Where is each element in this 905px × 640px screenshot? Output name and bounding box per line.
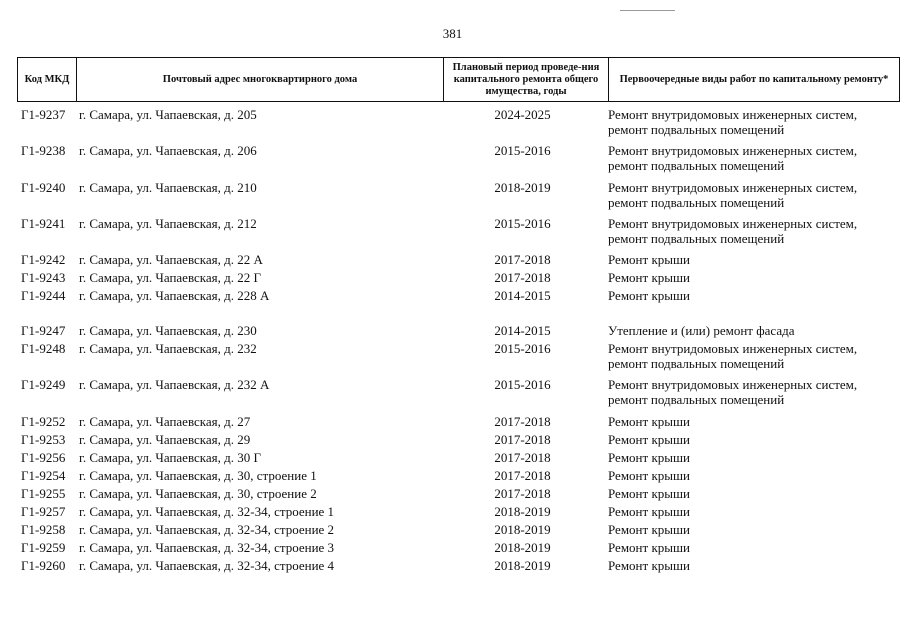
cell-works	[608, 486, 690, 501]
cell-works	[608, 504, 690, 519]
works-line: Ремонт крыши	[608, 252, 690, 267]
cell-works	[608, 180, 857, 210]
cell-period: 2017-2018	[494, 432, 551, 447]
works-line: ремонт подвальных помещений	[608, 231, 785, 246]
cell-works	[608, 323, 794, 338]
cell-works	[608, 377, 857, 407]
cell-address: г. Самара, ул. Чапаевская, д. 27	[79, 414, 251, 429]
header-code: Код МКД	[18, 58, 77, 102]
works-line: Ремонт крыши	[608, 288, 690, 303]
cell-code: Г1-9249	[21, 377, 66, 392]
cell-period: 2018-2019	[494, 504, 551, 519]
cell-address: г. Самара, ул. Чапаевская, д. 30, строение 2	[79, 486, 317, 501]
cell-address: г. Самара, ул. Чапаевская, д. 22 Г	[79, 270, 262, 285]
cell-period: 2014-2015	[494, 323, 551, 338]
cell-works	[608, 216, 857, 246]
works-line: ремонт подвальных помещений	[608, 122, 785, 137]
works-line: Ремонт крыши	[608, 270, 690, 285]
cell-address: г. Самара, ул. Чапаевская, д. 29	[79, 432, 251, 447]
cell-address: г. Самара, ул. Чапаевская, д. 30, строение 1	[79, 468, 317, 483]
works-line: Ремонт крыши	[608, 468, 690, 483]
cell-works	[608, 414, 690, 429]
header-period: Плановый период проведе-ния капитального ремонта общего имущества, годы	[444, 58, 609, 102]
cell-code: Г1-9237	[21, 107, 66, 122]
cell-period: 2015-2016	[494, 341, 551, 356]
cell-address: г. Самара, ул. Чапаевская, д. 230	[79, 323, 257, 338]
works-line: Утепление и (или) ремонт фасада	[608, 323, 795, 338]
cell-works	[608, 450, 690, 465]
cell-code: Г1-9253	[21, 432, 66, 447]
works-line: Ремонт внутридомовых инженерных систем,	[608, 377, 858, 392]
cell-code: Г1-9259	[21, 540, 66, 555]
cell-works	[608, 270, 690, 285]
cell-works	[608, 288, 690, 303]
page-number: 381	[442, 26, 463, 41]
works-line: Ремонт внутридомовых инженерных систем,	[608, 180, 858, 195]
cell-code: Г1-9242	[21, 252, 66, 267]
works-line: ремонт подвальных помещений	[608, 356, 785, 371]
cell-code: Г1-9258	[21, 522, 66, 537]
cell-code: Г1-9260	[21, 558, 66, 573]
cell-works	[608, 432, 690, 447]
cell-works	[608, 252, 690, 267]
cell-period: 2015-2016	[494, 216, 551, 231]
cell-code: Г1-9241	[21, 216, 66, 231]
works-line: Ремонт крыши	[608, 522, 690, 537]
cell-address: г. Самара, ул. Чапаевская, д. 32-34, строение 3	[79, 540, 335, 555]
cell-works	[608, 522, 690, 537]
cell-works	[608, 143, 857, 173]
cell-code: Г1-9244	[21, 288, 66, 303]
cell-period: 2015-2016	[494, 377, 551, 392]
cell-address: г. Самара, ул. Чапаевская, д. 32-34, строение 4	[79, 558, 335, 573]
scan-artifact-line	[620, 10, 675, 11]
works-line: Ремонт крыши	[608, 450, 690, 465]
works-line: Ремонт внутридомовых инженерных систем,	[608, 341, 858, 356]
cell-period: 2018-2019	[494, 180, 551, 195]
cell-period: 2017-2018	[494, 486, 551, 501]
cell-address: г. Самара, ул. Чапаевская, д. 232	[79, 341, 257, 356]
works-line: Ремонт крыши	[608, 414, 690, 429]
cell-address: г. Самара, ул. Чапаевская, д. 22 А	[79, 252, 263, 267]
cell-code: Г1-9254	[21, 468, 66, 483]
works-line: ремонт подвальных помещений	[608, 158, 785, 173]
cell-code: Г1-9247	[21, 323, 66, 338]
cell-period: 2017-2018	[494, 450, 551, 465]
cell-works	[608, 107, 857, 137]
table-header	[17, 57, 900, 102]
cell-period: 2014-2015	[494, 288, 551, 303]
works-line: ремонт подвальных помещений	[608, 392, 785, 407]
cell-period: 2017-2018	[494, 414, 551, 429]
works-line: ремонт подвальных помещений	[608, 195, 785, 210]
cell-code: Г1-9248	[21, 341, 66, 356]
cell-works	[608, 558, 690, 573]
cell-works	[608, 341, 857, 371]
works-line: Ремонт внутридомовых инженерных систем,	[608, 143, 858, 158]
works-line: Ремонт крыши	[608, 486, 690, 501]
cell-address: г. Самара, ул. Чапаевская, д. 30 Г	[79, 450, 262, 465]
works-line: Ремонт крыши	[608, 558, 690, 573]
cell-code: Г1-9257	[21, 504, 66, 519]
cell-address: г. Самара, ул. Чапаевская, д. 205	[79, 107, 257, 122]
cell-address: г. Самара, ул. Чапаевская, д. 232 А	[79, 377, 270, 392]
cell-code: Г1-9252	[21, 414, 66, 429]
cell-address: г. Самара, ул. Чапаевская, д. 228 А	[79, 288, 270, 303]
cell-code: Г1-9243	[21, 270, 66, 285]
cell-period: 2017-2018	[494, 270, 551, 285]
cell-address: г. Самара, ул. Чапаевская, д. 210	[79, 180, 257, 195]
cell-period: 2018-2019	[494, 522, 551, 537]
cell-works	[608, 540, 690, 555]
works-line: Ремонт крыши	[608, 540, 690, 555]
cell-code: Г1-9256	[21, 450, 66, 465]
cell-address: г. Самара, ул. Чапаевская, д. 32-34, строение 1	[79, 504, 335, 519]
cell-period: 2018-2019	[494, 540, 551, 555]
cell-address: г. Самара, ул. Чапаевская, д. 32-34, строение 2	[79, 522, 335, 537]
works-line: Ремонт крыши	[608, 504, 690, 519]
cell-code: Г1-9240	[21, 180, 66, 195]
works-line: Ремонт внутридомовых инженерных систем,	[608, 216, 858, 231]
works-line: Ремонт внутридомовых инженерных систем,	[608, 107, 858, 122]
header-address: Почтовый адрес многоквартирного дома	[77, 58, 444, 102]
works-line: Ремонт крыши	[608, 432, 690, 447]
cell-period: 2017-2018	[494, 468, 551, 483]
cell-period: 2024-2025	[494, 107, 551, 122]
cell-period: 2018-2019	[494, 558, 551, 573]
cell-period: 2015-2016	[494, 143, 551, 158]
header-works: Первоочередные виды работ по капитальному ремонту*	[609, 58, 900, 102]
cell-address: г. Самара, ул. Чапаевская, д. 206	[79, 143, 257, 158]
cell-code: Г1-9255	[21, 486, 66, 501]
cell-code: Г1-9238	[21, 143, 66, 158]
cell-address: г. Самара, ул. Чапаевская, д. 212	[79, 216, 257, 231]
cell-period: 2017-2018	[494, 252, 551, 267]
cell-works	[608, 468, 690, 483]
